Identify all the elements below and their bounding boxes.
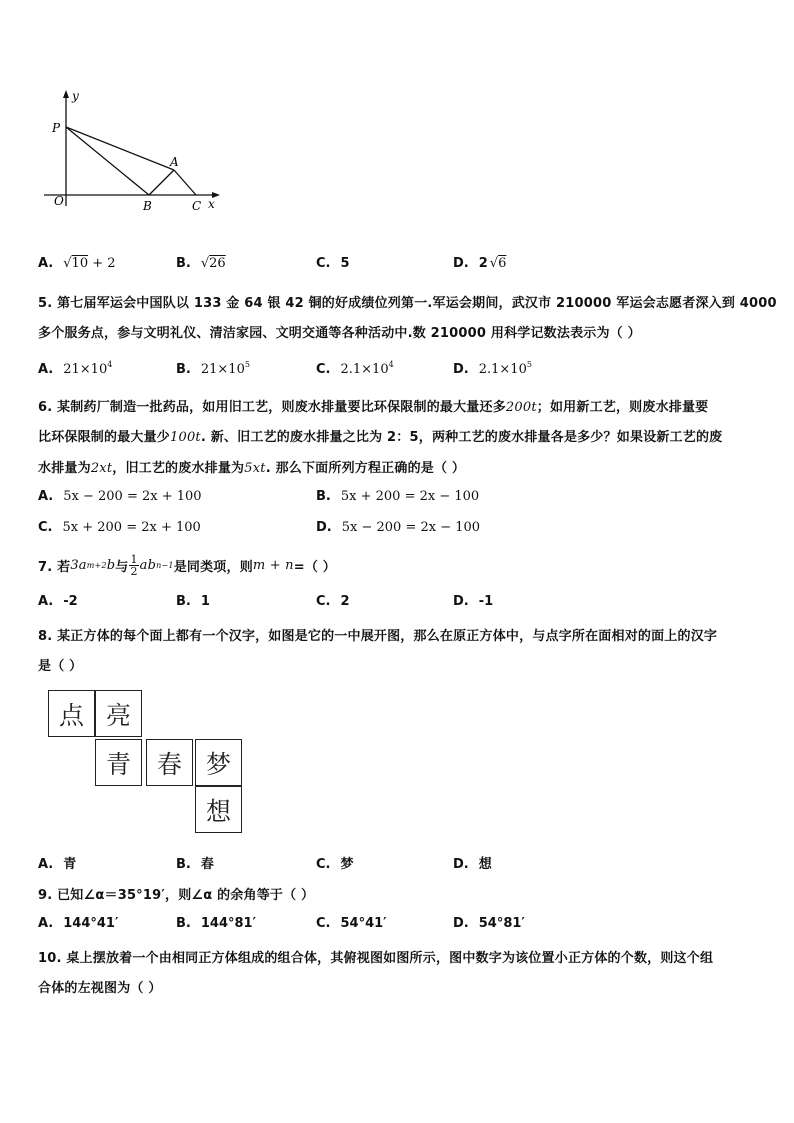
q4-option-b: B. √26 <box>176 256 226 271</box>
q6-option-b: B. 5x + 200 = 2x − 100 <box>316 489 480 504</box>
q4-option-d: D. 2 √6 <box>453 256 507 271</box>
net-cell-dian: 点 <box>48 690 95 737</box>
q8-stem-line2: 是（ ） <box>38 659 83 674</box>
q7-option-a: A. -2 <box>38 594 78 609</box>
label-P: P <box>52 121 61 135</box>
q9-option-a: A. 144°41′ <box>38 916 119 931</box>
segment-PA <box>66 127 174 170</box>
q9-option-b: B. 144°81′ <box>176 916 257 931</box>
q5-stem-line2: 多个服务点，参与文明礼仪、清洁家园、文明交通等各种活动中.数 210000 用科学记数法表示为（ ） <box>38 326 641 341</box>
q6-stem-line1: 6. 某制药厂制造一批药品，如用旧工艺，则废水排量要比环保限制的最大量还多200t；如用新工艺，则废水排量要 <box>38 400 709 415</box>
label-x: x <box>208 197 215 211</box>
q7-stem: 7. 若 3a m+2 b 与 $\frac{1}{2}$ ab n−1 是同类项，则 m + n =（ ） <box>38 552 336 578</box>
q5-option-b: B. $21\times 10^5$ <box>176 360 250 377</box>
q8-option-d: D. 想 <box>453 857 492 872</box>
net-cell-xiang: 想 <box>195 786 242 833</box>
q8-option-a: A. 青 <box>38 857 77 872</box>
y-axis-arrow <box>63 90 69 98</box>
q5-stem-line1: 5. 第七届军运会中国队以 133 金 64 银 42 铜的好成绩位列第一.军运会期间，武汉市 210000 军运会志愿者深入到 4000 <box>38 296 777 311</box>
segment-BA <box>149 170 174 195</box>
q5-option-d: D. $2.1\times 10^5$ <box>453 360 532 377</box>
q7-option-b: B. 1 <box>176 594 210 609</box>
label-O: O <box>54 194 64 208</box>
q7-option-c: C. 2 <box>316 594 350 609</box>
q5-option-c: C. $2.1\times 10^4$ <box>316 360 394 377</box>
net-cell-chun: 春 <box>146 739 193 786</box>
q6-stem-line3: 水排量为2xt，旧工艺的废水排量为5xt. 那么下面所列方程正确的是（ ） <box>38 461 466 476</box>
q9-option-c: C. 54°41′ <box>316 916 387 931</box>
net-cell-liang: 亮 <box>95 690 142 737</box>
segment-PB <box>66 127 149 195</box>
q4-option-c: C. 5 <box>316 256 350 271</box>
net-cell-qing: 青 <box>95 739 142 786</box>
label-A: A <box>170 155 179 169</box>
net-cell-meng: 梦 <box>195 739 242 786</box>
segment-AC <box>174 170 196 195</box>
q6-option-d: D. 5x − 200 = 2x − 100 <box>316 520 481 535</box>
q5-option-a: A. $21\times 10^4$ <box>38 360 113 377</box>
q9-stem: 9. 已知∠α＝35°19′，则∠α 的余角等于（ ） <box>38 888 315 903</box>
q9-option-d: D. 54°81′ <box>453 916 525 931</box>
q6-option-c: C. 5x + 200 = 2x + 100 <box>38 520 201 535</box>
label-y: y <box>72 89 79 103</box>
coordinate-figure <box>36 86 226 216</box>
label-C: C <box>192 199 202 213</box>
label-B: B <box>143 199 152 213</box>
q10-stem-line1: 10. 桌上摆放着一个由相同正方体组成的组合体，其俯视图如图所示，图中数字为该位置小正方体的个数，则这个组 <box>38 951 714 966</box>
q8-stem-line1: 8. 某正方体的每个面上都有一个汉字，如图是它的一中展开图，那么在原正方体中，与点字所在面相对的面上的汉字 <box>38 629 718 644</box>
q6-stem-line2: 比环保限制的最大量少100t. 新、旧工艺的废水排量之比为 2：5，两种工艺的废水排量各是多少？如果设新工艺的废 <box>38 430 723 445</box>
q6-option-a: A. 5x − 200 = 2x + 100 <box>38 489 202 504</box>
q8-option-c: C. 梦 <box>316 857 354 872</box>
q7-option-d: D. -1 <box>453 594 494 609</box>
q4-option-a: A. √10 + 2 <box>38 256 116 271</box>
q8-option-b: B. 春 <box>176 857 214 872</box>
q10-stem-line2: 合体的左视图为（ ） <box>38 981 162 996</box>
